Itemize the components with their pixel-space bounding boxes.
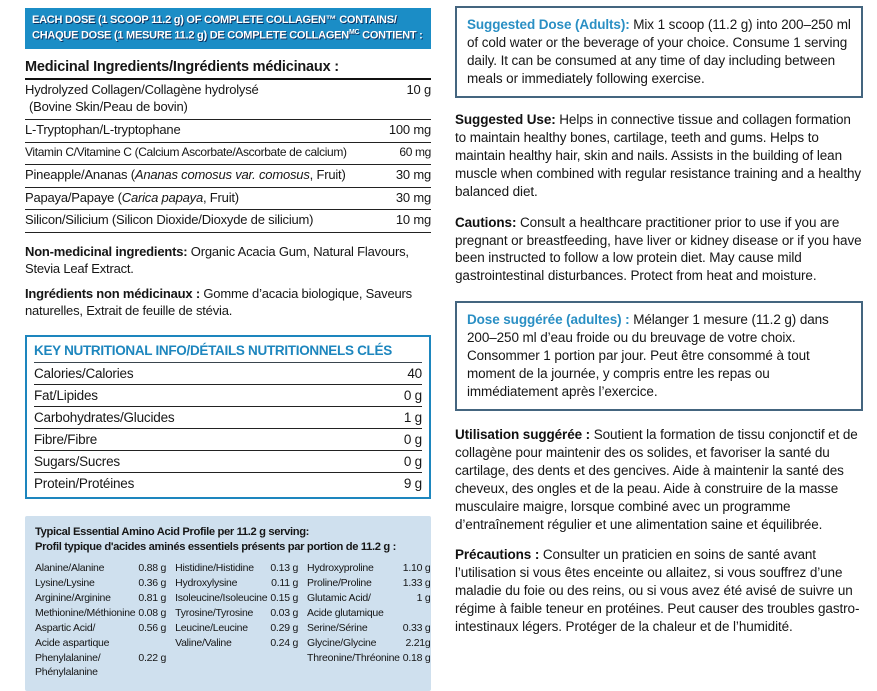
amino-item: Glutamic Acid/ Acide glutamique 1 g: [307, 591, 431, 619]
amino-item: Hydroxylysine 0.11 g: [175, 576, 299, 589]
medicinal-heading: Medicinal Ingredients/Ingrédients médicinaux :: [25, 59, 431, 80]
table-row: [25, 80, 431, 120]
right-column: [455, 6, 863, 636]
nutrition-row: [34, 385, 422, 407]
precautions-paragraph: Précautions : Consulter un praticien en soins de santé avant l’utilisation si vous êtes enceinte ou allaitez, si vous souffrez d’une maladie du foie ou des reins, ou si vous avez été avisé de suivre un régime à faible teneur en protéines. Peut causer des troubles gastro-intestinaux légers. Protéger de la chaleur et de l’humidité.: [455, 546, 860, 634]
nutrition-row: [34, 429, 422, 451]
amino-item: Histidine/Histidine 0.13 g: [175, 562, 299, 575]
amino-item: Isoleucine/Isoleucine 0.15 g: [175, 591, 299, 604]
amino-item: Alanine/Alanine 0.88 g: [35, 562, 167, 575]
row-amount: 60 mg: [399, 145, 431, 160]
row-value: 0 g: [403, 387, 422, 403]
row-label: Calories/Calories: [34, 365, 134, 381]
row-value: 1 g: [403, 409, 422, 425]
utilisation-suggeree-paragraph: Utilisation suggérée : Soutient la formation de tissu conjonctif et de collagène pour maintenir des os solides, et favoriser la santé du cartilage, des dents et des gencives. Aide à maintenir la santé des cheveux, des ongles et de la peau. Aide à construire de la masse musculaire maigre, lorsque combiné avec un programme d’entraînement régulier et une alimentation saine et équilibrée.: [455, 427, 858, 532]
table-row: [25, 165, 431, 188]
row-label: Hydrolyzed Collagen/Collagène hydrolysé (Bovine Skin/Peau de bovin): [25, 82, 259, 115]
suggested-dose-box: [455, 6, 863, 98]
amino-item: Aspartic Acid/ Acide aspartique 0.56 g: [35, 621, 167, 649]
amino-item: Valine/Valine 0.24 g: [175, 636, 299, 649]
nonmedicinal-section: [25, 244, 431, 320]
dose-suggeree-box: [455, 301, 863, 411]
suggested-dose-text: Mix 1 scoop (11.2 g) into 200–250 ml of cold water or the beverage of your choice. Consume 1 serving daily. It can be consumed at any time of day including between meals or immediately following exercise.: [467, 17, 851, 86]
amino-grid: [35, 561, 431, 680]
table-row: [25, 143, 431, 165]
row-amount: 30 mg: [395, 166, 431, 182]
cautions-paragraph: Cautions: Consult a healthcare practitioner prior to use if you are pregnant or breastfeeding, have liver or kidney disease or if you have been instructed to follow a low protein diet. May cause mild gastrointestinal disturbances. Protect from heat and moisture.: [455, 214, 862, 284]
row-label: Pineapple/Ananas (Ananas comosus var. comosus, Fruit): [25, 166, 346, 182]
amino-column-1: [35, 561, 166, 680]
amino-item: Hydroxyproline 1.10 g: [307, 562, 431, 575]
amino-heading-en: Typical Essential Amino Acid Profile per 11.2 g serving:: [35, 525, 310, 538]
row-amount: 10 g: [406, 82, 431, 98]
dose-suggeree-text: Mélanger 1 mesure (11.2 g) dans 200–250 ml d’eau froide ou du breuvage de votre choix. Consommer 1 portion par jour. Peut être consommé à tout moment de la journée, y compris entre les repas ou immédiatement après l’exercice.: [467, 312, 829, 400]
suggested-dose-lead: Suggested Dose (Adults):: [467, 17, 630, 32]
nonmedicinal-en: Non-medicinal ingredients: Organic Acacia Gum, Natural Flavours, Stevia Leaf Extract.: [25, 244, 409, 277]
amino-item: Methionine/Méthionine 0.08 g: [35, 606, 167, 619]
row-amount: 10 mg: [395, 212, 431, 228]
row-label: Fibre/Fibre: [34, 431, 98, 447]
row-label: Papaya/Papaye (Carica papaya, Fruit): [25, 189, 239, 205]
nutrition-row: [34, 407, 422, 429]
amino-item: Tyrosine/Tyrosine 0.03 g: [175, 606, 299, 619]
trademark-mc: MC: [348, 29, 360, 37]
row-value: 0 g: [403, 431, 422, 447]
table-row: [25, 188, 431, 211]
dose-suggeree-lead: Dose suggérée (adultes) :: [467, 312, 630, 328]
row-label: Carbohydrates/Glucides: [34, 409, 175, 425]
amino-heading-fr: Profil typique d'acides aminés essentiels présents par portion de 11.2 g :: [35, 540, 396, 553]
amino-column-2: [175, 561, 298, 680]
amino-acid-box: [25, 516, 431, 691]
row-amount: 100 mg: [388, 122, 431, 138]
amino-item: Lysine/Lysine 0.36 g: [35, 576, 167, 589]
amino-item: Proline/Proline 1.33 g: [307, 576, 431, 589]
row-label: Protein/Protéines: [34, 475, 135, 491]
nutrition-row: [34, 473, 422, 494]
amino-item: Threonine/Thréonine 0.18 g: [307, 651, 431, 664]
dose-header-box: [25, 8, 431, 49]
left-column: [25, 8, 431, 691]
medicinal-table: [25, 80, 431, 233]
row-label: Vitamin C/Vitamine C (Calcium Ascorbate/Ascorbate de calcium): [25, 145, 347, 160]
dose-header-line-en: EACH DOSE (1 SCOOP 11.2 g) OF COMPLETE COLLAGEN™ CONTAINS/: [32, 14, 397, 26]
nutrition-row: [34, 363, 422, 385]
row-label: Silicon/Silicium (Silicon Dioxide/Dioxyde de silicium): [25, 212, 314, 228]
nutrition-header: KEY NUTRITIONAL INFO/DÉTAILS NUTRITIONNELS CLÉS: [34, 339, 422, 363]
amino-item: Serine/Sérine 0.33 g: [307, 621, 431, 634]
table-row: [25, 210, 431, 233]
row-label: L-Tryptophan/L-tryptophane: [25, 122, 181, 138]
row-amount: 30 mg: [395, 189, 431, 205]
amino-column-3: [307, 561, 430, 680]
row-value: 0 g: [403, 453, 422, 469]
row-label: Sugars/Sucres: [34, 453, 120, 469]
row-value: 9 g: [403, 475, 422, 491]
nonmedicinal-fr: Ingrédients non médicinaux : Gomme d’acacia biologique, Saveurs naturelles, Extrait de feuille de stévia.: [25, 286, 412, 319]
amino-item: Leucine/Leucine 0.29 g: [175, 621, 299, 634]
row-label: Fat/Lipides: [34, 387, 98, 403]
suggested-use-paragraph: Suggested Use: Helps in connective tissue and collagen formation to maintain healthy bones, cartilage, teeth and gums. Helps to maintain healthy hair, skin and nails. Assists in the building of lean muscle when combined with regular resistance training and a healthy balanced diet.: [455, 111, 862, 199]
amino-item: Arginine/Arginine 0.81 g: [35, 591, 167, 604]
nutrition-box: [25, 335, 431, 499]
amino-item: Phenylalanine/ Phénylalanine 0.22 g: [35, 651, 167, 679]
table-row: [25, 120, 431, 143]
nutrition-row: [34, 451, 422, 473]
row-value: 40: [407, 365, 422, 381]
amino-item: Glycine/Glycine 2.21g: [307, 636, 431, 649]
dose-header-line-fr: CHAQUE DOSE (1 MESURE 11.2 g) DE COMPLETE $COLLAGEN^{MC}$ CONTIENT :: [32, 29, 423, 43]
